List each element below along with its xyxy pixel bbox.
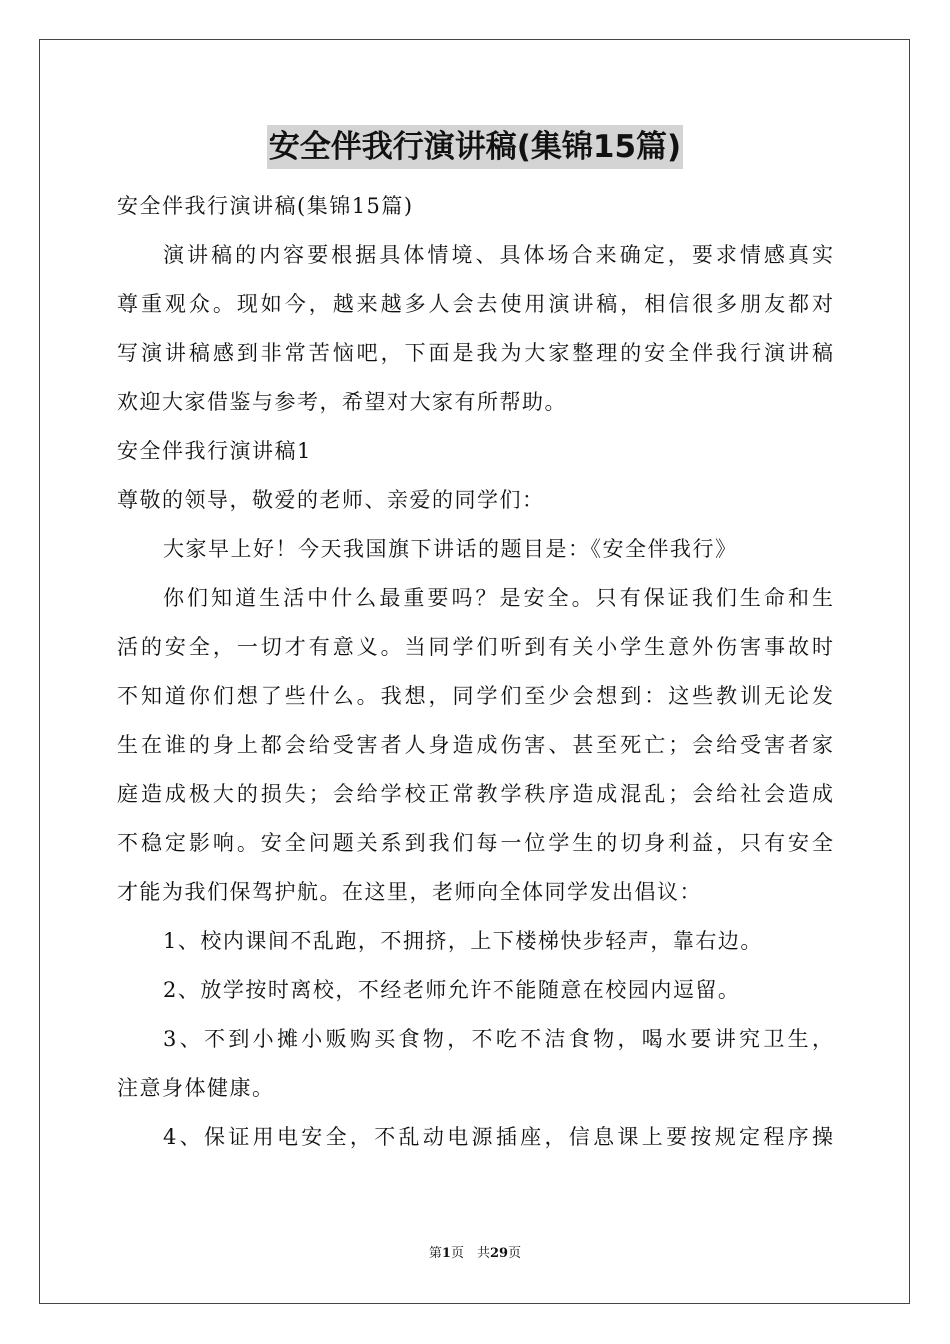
document-title: 安全伴我行演讲稿(集锦15篇) — [267, 125, 683, 169]
body-line: 生在谁的身上都会给受害者人身造成伤害、甚至死亡；会给受害者家 — [117, 733, 833, 757]
body-line: 欢迎大家借鉴与参考，希望对大家有所帮助。 — [117, 390, 567, 414]
document-body — [117, 182, 833, 1162]
body-line: 4、保证用电安全，不乱动电源插座，信息课上要按规定程序操 — [163, 1125, 833, 1149]
body-line: 才能为我们保驾护航。在这里，老师向全体同学发出倡议： — [117, 880, 702, 904]
body-line: 演讲稿的内容要根据具体情境、具体场合来确定，要求情感真实 — [163, 243, 833, 267]
footer-suffix: 页 — [508, 1246, 522, 1261]
body-line: 1、校内课间不乱跑，不拥挤，上下楼梯快步轻声，靠右边。 — [163, 929, 763, 953]
body-line: 不知道你们想了些什么。我想，同学们至少会想到：这些教训无论发 — [117, 684, 833, 708]
footer-mid: 页 共 — [450, 1246, 490, 1261]
body-line: 写演讲稿感到非常苦恼吧，下面是我为大家整理的安全伴我行演讲稿 — [117, 341, 833, 365]
body-line: 大家早上好！今天我国旗下讲话的题目是：《安全伴我行》 — [163, 537, 738, 561]
page-footer — [0, 1245, 950, 1263]
body-line: 安全伴我行演讲稿(集锦15篇) — [117, 194, 414, 218]
body-line: 尊重观众。现如今，越来越多人会去使用演讲稿，相信很多朋友都对 — [117, 292, 833, 316]
body-line: 庭造成极大的损失；会给学校正常教学秩序造成混乱；会给社会造成 — [117, 782, 833, 806]
footer-prefix: 第 — [428, 1246, 442, 1261]
footer-page-total: 29 — [489, 1246, 509, 1261]
body-line: 安全伴我行演讲稿1 — [117, 439, 312, 463]
body-line: 2、放学按时离校，不经老师允许不能随意在校园内逗留。 — [163, 978, 741, 1002]
title-wrap — [0, 125, 950, 169]
body-line: 尊敬的领导，敬爱的老师、亲爱的同学们： — [117, 488, 545, 512]
body-line: 活的安全，一切才有意义。当同学们听到有关小学生意外伤害事故时 — [117, 635, 833, 659]
body-line: 注意身体健康。 — [117, 1076, 275, 1100]
body-line: 不稳定影响。安全问题关系到我们每一位学生的切身利益，只有安全 — [117, 831, 833, 855]
footer-page-current: 1 — [441, 1246, 451, 1261]
body-line: 你们知道生活中什么最重要吗？是安全。只有保证我们生命和生 — [163, 586, 833, 610]
body-line: 3、不到小摊小贩购买食物，不吃不洁食物，喝水要讲究卫生， — [163, 1027, 833, 1051]
